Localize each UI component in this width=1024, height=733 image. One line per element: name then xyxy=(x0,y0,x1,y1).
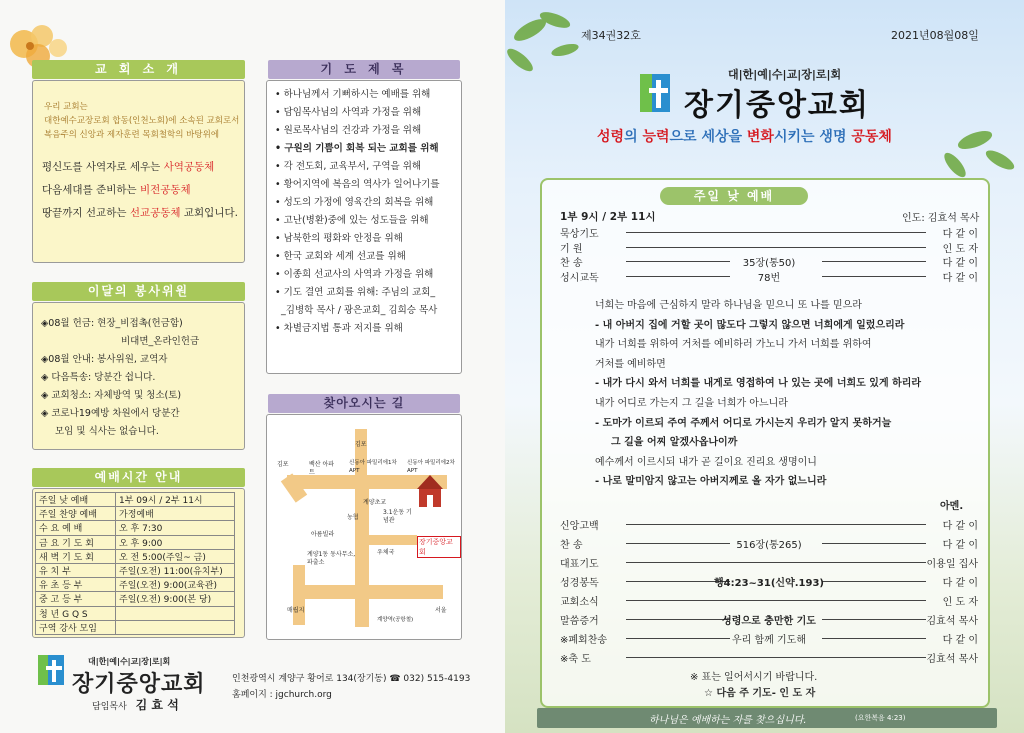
order-row xyxy=(560,254,978,268)
schedule-time: 오 후 7:30 xyxy=(116,521,235,535)
order-item: 35장(통50) xyxy=(742,258,796,269)
order-row xyxy=(560,240,978,254)
order-row xyxy=(560,536,978,550)
intro-line: 복음주의 신앙과 제자훈련 목회철학의 바탕위에 xyxy=(44,130,220,140)
logo-top xyxy=(640,74,670,112)
order-label: ※폐회찬송 xyxy=(560,635,608,646)
order-row xyxy=(560,517,978,531)
church-name-bottom: 장기중앙교회 xyxy=(72,672,206,697)
reading-line: 예수께서 이르시되 내가 곧 길이요 진리요 생명이니 xyxy=(595,456,817,468)
order-label: 교회소식 xyxy=(560,597,599,608)
order-leader: 이용일 집사 xyxy=(926,559,978,570)
order-row xyxy=(560,631,978,645)
map-label-maebeom: 매립지 xyxy=(287,607,305,614)
directions-panel xyxy=(266,414,462,640)
schedule-row xyxy=(36,521,235,535)
schedule-service: 주일 낮 예배 xyxy=(36,493,116,507)
intro-text xyxy=(44,100,244,142)
order-dash-line xyxy=(626,232,926,233)
directions-title: 찾아오시는 길 xyxy=(268,394,460,413)
reading-line: 그 길을 어찌 알겠사옵나이까 xyxy=(611,437,738,449)
schedule-row xyxy=(36,592,235,606)
schedule-service: 중 고 등 부 xyxy=(36,592,116,606)
servants-lines xyxy=(41,315,199,441)
schedule-time: 주일(오전) 11:00(유치부) xyxy=(116,563,235,577)
schedule-time xyxy=(116,606,235,620)
schedule-time: 오 후 9:00 xyxy=(116,535,235,549)
order-row xyxy=(560,555,978,569)
prayer-item: • 한국 교회와 세계 선교를 위해 xyxy=(275,251,406,262)
reading-line: - 내 아버지 집에 거할 곳이 많도다 그렇지 않으면 너희에게 일렀으리라 xyxy=(595,319,905,331)
reading-line: 거처를 예비하면 xyxy=(595,358,666,370)
servant-line: ◈08월 헌금: 현장_비접촉(헌금함) xyxy=(41,318,183,329)
church-name-top: 장기중앙교회 xyxy=(684,88,870,123)
servant-line: ◈ 다음특송: 당분간 쉽니다. xyxy=(41,372,156,383)
order-item: 78번 xyxy=(757,272,781,284)
order-label: 신앙고백 xyxy=(560,521,599,532)
map-label-sinrim2: 신동아 파밀리에2차APT xyxy=(407,460,455,474)
footer-ref: (요한복음 4:23) xyxy=(855,714,906,722)
schedule-row xyxy=(36,507,235,521)
schedule-service: 금 요 기 도 회 xyxy=(36,535,116,549)
schedule-service: 주일 찬양 예배 xyxy=(36,507,116,521)
order-dash-line xyxy=(626,247,926,248)
order-dash-line xyxy=(626,657,926,658)
schedule-time: 주일(오전) 9:00(본 당) xyxy=(116,592,235,606)
order-row xyxy=(560,269,978,283)
order-leader: 다 같 이 xyxy=(942,540,978,551)
homepage[interactable]: 홈페이지 : jgchurch.org xyxy=(232,690,332,700)
map-label-sinrim1: 신동아 파밀리에1차APT xyxy=(349,460,397,474)
order-label: 찬 송 xyxy=(560,258,583,269)
order-label: 찬 송 xyxy=(560,540,583,551)
order-leader: 김효석 목사 xyxy=(926,654,978,665)
prayer-item: • 황어지역에 복음의 역사가 일어나기를 xyxy=(275,179,440,190)
reading-line: - 도마가 이르되 주여 주께서 어디로 가시는지 우리가 알지 못하거늘 xyxy=(595,417,892,429)
order-label: 기 원 xyxy=(560,243,583,255)
servant-line: ◈ 교회청소: 자체방역 및 청소(토) xyxy=(41,390,182,401)
volume: 제34권32호 xyxy=(581,29,641,42)
intro-line: 우리 교회는 xyxy=(44,102,88,112)
schedule-table xyxy=(35,492,235,635)
prayer-item: • 이종희 선교사의 사역과 가정을 위해 xyxy=(275,269,434,280)
schedule-service: 새 벽 기 도 회 xyxy=(36,549,116,563)
order-leader: 다 같 이 xyxy=(942,635,978,646)
left-page xyxy=(0,0,505,733)
schedule-row xyxy=(36,493,235,507)
order-row xyxy=(560,612,978,626)
footer-bar xyxy=(537,708,997,728)
order-label: 성경봉독 xyxy=(560,578,599,589)
prayer-title: 기 도 제 목 xyxy=(268,60,460,79)
prayer-item: • 각 전도회, 교육부서, 구역을 위해 xyxy=(275,161,422,172)
order-item: 516장(통265) xyxy=(736,540,802,551)
map-label-office: 계양1동 동사무소,파출소 xyxy=(307,551,356,566)
intro-statement: 다음세대를 준비하는 비전공동체 xyxy=(42,184,191,196)
amen: 아멘. xyxy=(940,501,964,512)
order-leader: 다 같 이 xyxy=(942,521,978,532)
order-dash-line xyxy=(626,524,926,525)
schedule-service: 유 초 등 부 xyxy=(36,578,116,592)
schedule-time xyxy=(116,620,235,634)
schedule-row xyxy=(36,535,235,549)
map-label-post: 우체국 xyxy=(377,549,395,556)
schedule-time: 주일(오전) 9:00(교육관) xyxy=(116,578,235,592)
order-dash-line xyxy=(626,562,926,563)
schedule-row xyxy=(36,620,235,634)
schedule-service: 구역 강사 모임 xyxy=(36,620,116,634)
order-leader: 인 도 자 xyxy=(942,597,978,608)
prayer-item: • 기도 결연 교회를 위해: 주님의 교회_ xyxy=(275,287,436,298)
reading-line: - 내가 다시 와서 너희를 내게로 영접하여 나 있는 곳에 너희도 있게 하리라 xyxy=(595,378,922,390)
reading-line: - 나로 말미암지 않고는 아버지께로 올 자가 없느니라 xyxy=(595,476,827,488)
pastor-role: 담임목사 xyxy=(92,702,127,712)
map-label-gimpo: 김포 xyxy=(277,461,289,468)
next-prayer: ☆ 다음 주 기도- 인 도 자 xyxy=(704,688,816,699)
prayer-item: • 고난(병환)중에 있는 성도들을 위해 xyxy=(275,215,429,226)
order-label: 성시교독 xyxy=(560,272,599,284)
schedule-service: 수 요 예 배 xyxy=(36,521,116,535)
order-label: 묵상기도 xyxy=(560,229,599,240)
denomination-top: 대|한|예|수|교|장|로|회 xyxy=(728,68,842,81)
order-dash-line xyxy=(626,600,926,601)
pastor-name: 김 효 석 xyxy=(135,698,179,712)
intro-statement: 평신도를 사역자로 세우는 사역공동체 xyxy=(42,161,215,173)
slogan-part: 성령 xyxy=(597,129,625,145)
map-label-church: 장기중앙교회 xyxy=(417,536,461,558)
order-row xyxy=(560,225,978,239)
schedule-time: 1부 09시 / 2부 11시 xyxy=(116,493,235,507)
servant-line: 모임 및 식사는 없습니다. xyxy=(55,426,159,437)
prayer-list xyxy=(275,86,440,338)
order-leader: 다 같 이 xyxy=(942,272,978,284)
stand-note: ※ 표는 일어서시기 바랍니다. xyxy=(690,672,818,683)
schedule-service: 유 치 부 xyxy=(36,563,116,577)
order-leader: 인 도 자 xyxy=(942,243,978,255)
schedule-time: 오 전 5:00(주일~ 금) xyxy=(116,549,235,563)
schedule-row xyxy=(36,563,235,577)
order-label: 말씀증거 xyxy=(560,616,599,627)
order-leader: 다 같 이 xyxy=(942,229,978,240)
schedule-row xyxy=(36,549,235,563)
map-label-arum: 아름빌라 xyxy=(311,531,335,538)
order-leader: 김효석 목사 xyxy=(926,616,978,627)
order-row xyxy=(560,574,978,588)
church-logo-icon xyxy=(38,655,64,685)
order-item: 행4:23~31(신약.193) xyxy=(714,578,824,589)
order-label: ※축 도 xyxy=(560,654,591,665)
intro-statement: 땅끝까지 선교하는 선교공동체 교회입니다. xyxy=(42,207,238,219)
reading-line: 내가 너희를 위하여 거처를 예비하러 가노니 가서 너희를 위하여 xyxy=(595,339,872,351)
map-label-seoul: 서울 xyxy=(435,607,447,614)
order-label: 대표기도 xyxy=(560,559,599,570)
service-title: 주일 낮 예배 xyxy=(660,187,808,205)
map-label-gimpo: 김포 xyxy=(355,441,367,448)
map-label-baeksan: 백산 아파트 xyxy=(309,461,335,476)
prayer-item: _김병학 목사 / 광은교회_ 김희승 목사 xyxy=(275,305,438,316)
pastor-line xyxy=(92,696,179,713)
service-times: 1부 9시 / 2부 11시 xyxy=(560,211,656,223)
order-leader: 다 같 이 xyxy=(942,258,978,269)
prayer-item: • 구원의 기쁨이 회복 되는 교회를 위해 xyxy=(275,143,439,154)
intro-statements xyxy=(42,156,247,225)
order-row xyxy=(560,650,978,664)
intro-title: 교 회 소 개 xyxy=(32,60,245,79)
schedule-title: 예배시간 안내 xyxy=(32,468,245,487)
prayer-item: • 담임목사님의 사역과 가정을 위해 xyxy=(275,107,422,118)
address: 인천광역시 계양구 황어로 134(장기동) ☎ 032) 515-4193 xyxy=(232,674,471,684)
schedule-row xyxy=(36,578,235,592)
prayer-item: • 원로목사님의 건강과 가정을 위해 xyxy=(275,125,422,136)
order-item: 성령으로 충만한 기도 xyxy=(722,616,816,627)
reading-line: 내가 어디로 가는지 그 길을 너희가 아느니라 xyxy=(595,398,788,409)
schedule-service: 청 년 G Q S xyxy=(36,606,116,620)
map-label-station: 계양역(공항철) xyxy=(377,617,414,623)
schedule-row xyxy=(36,606,235,620)
servants-panel xyxy=(32,302,245,450)
prayer-panel xyxy=(266,80,462,374)
servant-line: ◈ 코로나19예방 차원에서 당분간 xyxy=(41,408,180,419)
prayer-item: • 남북한의 평화와 안정을 위해 xyxy=(275,233,403,244)
map-label-school: 계양초교 xyxy=(363,499,387,506)
church-logo-icon xyxy=(640,74,670,112)
intro-line: 대한예수교장로회 합동(인천노회)에 소속된 교회로서 xyxy=(44,116,240,126)
prayer-item: • 차별금지법 통과 저지를 위해 xyxy=(275,323,403,334)
prayer-item: • 하나님께서 기뻐하시는 예배를 위해 xyxy=(275,89,431,100)
footer-verse: 하나님은 예배하는 자를 찾으십니다. xyxy=(649,715,807,726)
servant-line: 비대면_온라인헌금 xyxy=(121,336,200,347)
order-item: 우리 함께 기도해 xyxy=(732,635,806,646)
order-leader: 다 같 이 xyxy=(942,578,978,589)
date: 2021년08월08일 xyxy=(891,29,979,42)
prayer-item: • 성도의 가정에 영육간의 회복을 위해 xyxy=(275,197,434,208)
slogan: 성령의 능력으로 세상을 변화시키는 생명 공동체 xyxy=(597,129,892,145)
map-label-nonghyup: 농협 xyxy=(347,514,359,521)
denomination-bottom: 대|한|예|수|교|장|로|회 xyxy=(88,657,171,666)
servants-title: 이달의 봉사위원 xyxy=(32,282,245,301)
map-label-memorial: 3.1운동 기념관 xyxy=(383,509,412,524)
servant-line: ◈08월 안내: 봉사위원, 교역자 xyxy=(41,354,168,365)
logo-bottom xyxy=(38,655,64,685)
service-leader: 인도: 김효석 목사 xyxy=(902,213,980,224)
schedule-time: 가정예배 xyxy=(116,507,235,521)
reading-line: 너희는 마음에 근심하지 말라 하나님을 믿으니 또 나를 믿으라 xyxy=(595,300,862,311)
order-row xyxy=(560,593,978,607)
